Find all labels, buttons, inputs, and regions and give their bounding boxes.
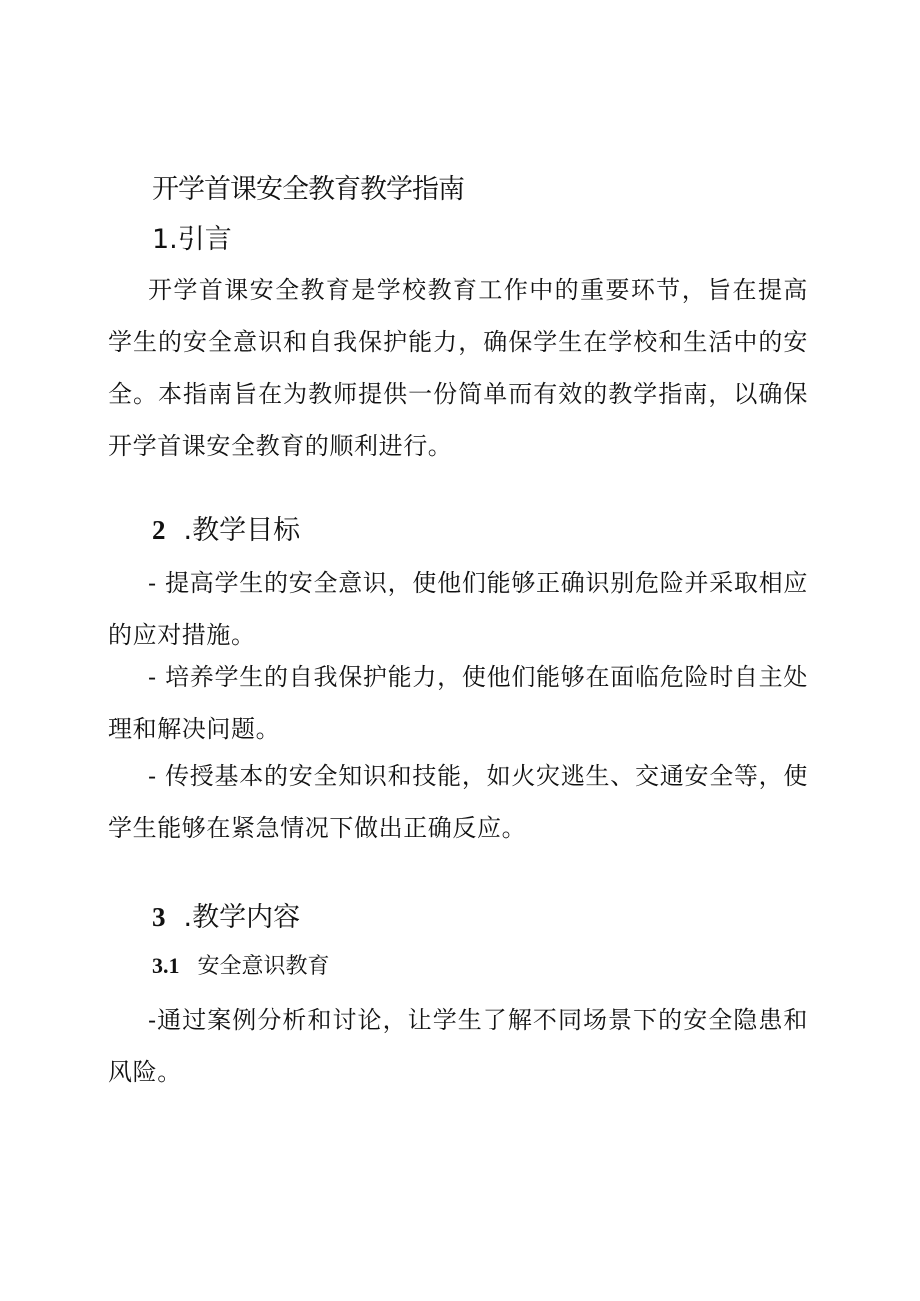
document-title: 开学首课安全教育教学指南 [152, 174, 464, 205]
section-2-heading-text: .教学目标 [183, 515, 301, 546]
subsection-3-1-heading-text: 安全意识教育 [197, 954, 330, 979]
subsection-3-1-heading [152, 946, 330, 987]
section-2-paragraph-1: - 提高学生的安全意识，使他们能够正确识别危险并采取相应的应对措施。 [108, 569, 808, 649]
section-1-paragraph-1: 开学首课安全教育是学校教育工作中的重要环节，旨在提高学生的安全意识和自我保护能力，确保学生在学校和生活中的安全。本指南旨在为教师提供一份简单而有效的教学指南，以确保开学首课安全教育的顺利进行。 [108, 276, 808, 460]
section-2-paragraph-3: - 传授基本的安全知识和技能，如火灾逃生、交通安全等，使学生能够在紧急情况下做出正确反应。 [108, 762, 808, 842]
section-3-number: 3 [152, 902, 166, 932]
section-3-heading-text: .教学内容 [183, 902, 301, 933]
subsection-3-1-number: 3.1 [152, 953, 180, 978]
section-3-heading [152, 895, 300, 940]
section-2-number: 2 [152, 515, 166, 545]
subsection-3-1-paragraph-1: -通过案例分析和讨论，让学生了解不同场景下的安全隐患和风险。 [108, 1006, 808, 1086]
section-2-paragraph-2: - 培养学生的自我保护能力，使他们能够在面临危险时自主处理和解决问题。 [108, 663, 808, 743]
section-2-heading [152, 508, 300, 553]
section-1-heading [152, 218, 232, 262]
section-1-heading-text: 1.引言 [152, 224, 232, 255]
